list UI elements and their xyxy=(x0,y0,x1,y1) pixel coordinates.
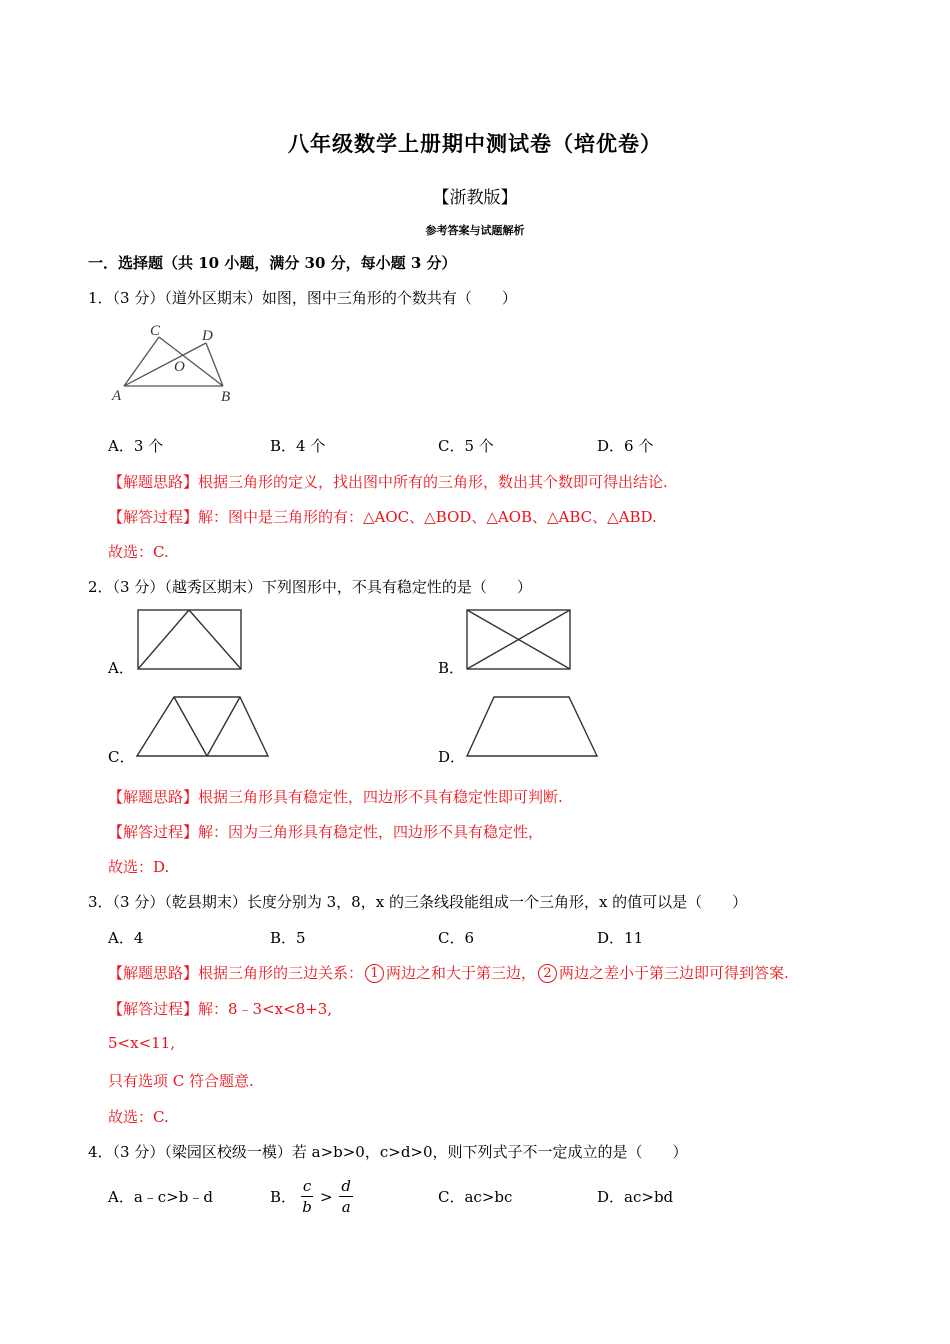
fraction-denominator: a xyxy=(341,1198,351,1216)
q4-stem: 4．（3 分）（梁园区校级一模）若 a>b>0，c>d>0，则下列式子不一定成立的是（ ） xyxy=(88,1143,688,1161)
q2-process-text: 解：因为三角形具有稳定性，四边形不具有稳定性， xyxy=(198,823,544,841)
q3-idea-post: 两边之差小于第三边即可得到答案. xyxy=(559,964,789,982)
q1-idea xyxy=(108,471,668,492)
q3-option-a: A．4 xyxy=(108,929,144,947)
q1-idea-tag: 【解题思路】 xyxy=(108,473,199,491)
q1-idea-text: 根据三角形的定义，找出图中所有的三角形，数出其个数即可得出结论. xyxy=(198,473,668,491)
q2-answer: 故选：D. xyxy=(108,858,170,876)
q3-idea-pre: 根据三角形的三边关系： xyxy=(198,964,364,982)
circled-number-1: 1 xyxy=(365,964,384,983)
q4-option-c: C．ac>bc xyxy=(438,1188,513,1206)
q1-label-d: D xyxy=(202,328,213,344)
q1-option-c: C．5 个 xyxy=(438,437,494,455)
q2-option-c-label: C． xyxy=(108,748,135,766)
q2-figure-c xyxy=(136,695,270,759)
q3-idea xyxy=(108,962,789,983)
q1-stem: 1．（3 分）（道外区期末）如图，图中三角形的个数共有（ ） xyxy=(88,289,517,307)
q2-figure-d xyxy=(466,695,600,759)
greater-than-sign: > xyxy=(320,1187,333,1206)
q1-process xyxy=(108,506,657,527)
q3-option-b: B．5 xyxy=(270,929,306,947)
q4-option-a: A．a﹣c>b﹣d xyxy=(108,1188,213,1206)
answer-reference-heading: 参考答案与试题解析 xyxy=(425,224,525,237)
q3-answer: 故选：C. xyxy=(108,1108,169,1126)
q1-option-d: D．6 个 xyxy=(597,437,654,455)
q4-option-b-label: B． xyxy=(270,1188,297,1206)
q4-option-b xyxy=(270,1176,353,1217)
q2-process-tag: 【解答过程】 xyxy=(108,823,199,841)
q2-idea-text: 根据三角形具有稳定性，四边形不具有稳定性即可判断. xyxy=(198,788,563,806)
q1-label-a: A xyxy=(112,388,122,404)
q2-option-d-label: D． xyxy=(438,748,466,766)
q1-option-b: B．4 个 xyxy=(270,437,326,455)
q1-answer: 故选：C. xyxy=(108,543,169,561)
q2-option-b-label: B． xyxy=(438,659,465,677)
fraction-numerator: c xyxy=(302,1177,312,1195)
page-title: 八年级数学上册期中测试卷（培优卷） xyxy=(288,131,662,156)
fraction-d-over-a xyxy=(339,1176,353,1217)
q1-label-o: O xyxy=(174,359,185,375)
q3-process xyxy=(108,998,332,1019)
q1-process-tag: 【解答过程】 xyxy=(108,508,199,526)
q3-option-d: D．11 xyxy=(597,929,644,947)
q1-label-c: C xyxy=(150,323,161,339)
fraction-denominator: b xyxy=(302,1198,312,1216)
q1-figure xyxy=(108,318,238,408)
q3-process-tag: 【解答过程】 xyxy=(108,1000,199,1018)
q2-idea xyxy=(108,786,563,807)
q4-option-d: D．ac>bd xyxy=(597,1188,674,1206)
fraction-numerator: d xyxy=(341,1177,351,1195)
q3-option-c: C．6 xyxy=(438,929,475,947)
q2-process xyxy=(108,821,543,842)
edition-subtitle: 【浙教版】 xyxy=(432,188,518,208)
q2-figure-b xyxy=(466,609,572,671)
q2-stem: 2．（3 分）（越秀区期末）下列图形中，不具有稳定性的是（ ） xyxy=(88,578,532,596)
q2-figure-a xyxy=(137,609,243,671)
q3-stem: 3．（3 分）（乾县期末）长度分别为 3，8，x 的三条线段能组成一个三角形，x 的值可以是（ ） xyxy=(88,893,748,911)
fraction-c-over-b xyxy=(301,1176,313,1217)
q1-process-text: 解：图中是三角形的有：△AOC、△BOD、△AOB、△ABC、△ABD. xyxy=(198,508,657,526)
q1-option-a: A．3 个 xyxy=(108,437,164,455)
q2-option-a-label: A． xyxy=(108,659,134,677)
q3-process-line2: 5<x<11, xyxy=(108,1034,175,1052)
q3-idea-mid: 两边之和大于第三边， xyxy=(386,964,537,982)
q1-label-b: B xyxy=(221,389,231,405)
q3-idea-tag: 【解题思路】 xyxy=(108,964,199,982)
q2-idea-tag: 【解题思路】 xyxy=(108,788,199,806)
q3-process-line3: 只有选项 C 符合题意. xyxy=(108,1072,254,1090)
q3-process-text: 解：8﹣3<x<8+3, xyxy=(198,1000,333,1018)
section-heading: 一．选择题（共 10 小题，满分 30 分，每小题 3 分） xyxy=(88,254,457,272)
circled-number-2: 2 xyxy=(538,964,557,983)
